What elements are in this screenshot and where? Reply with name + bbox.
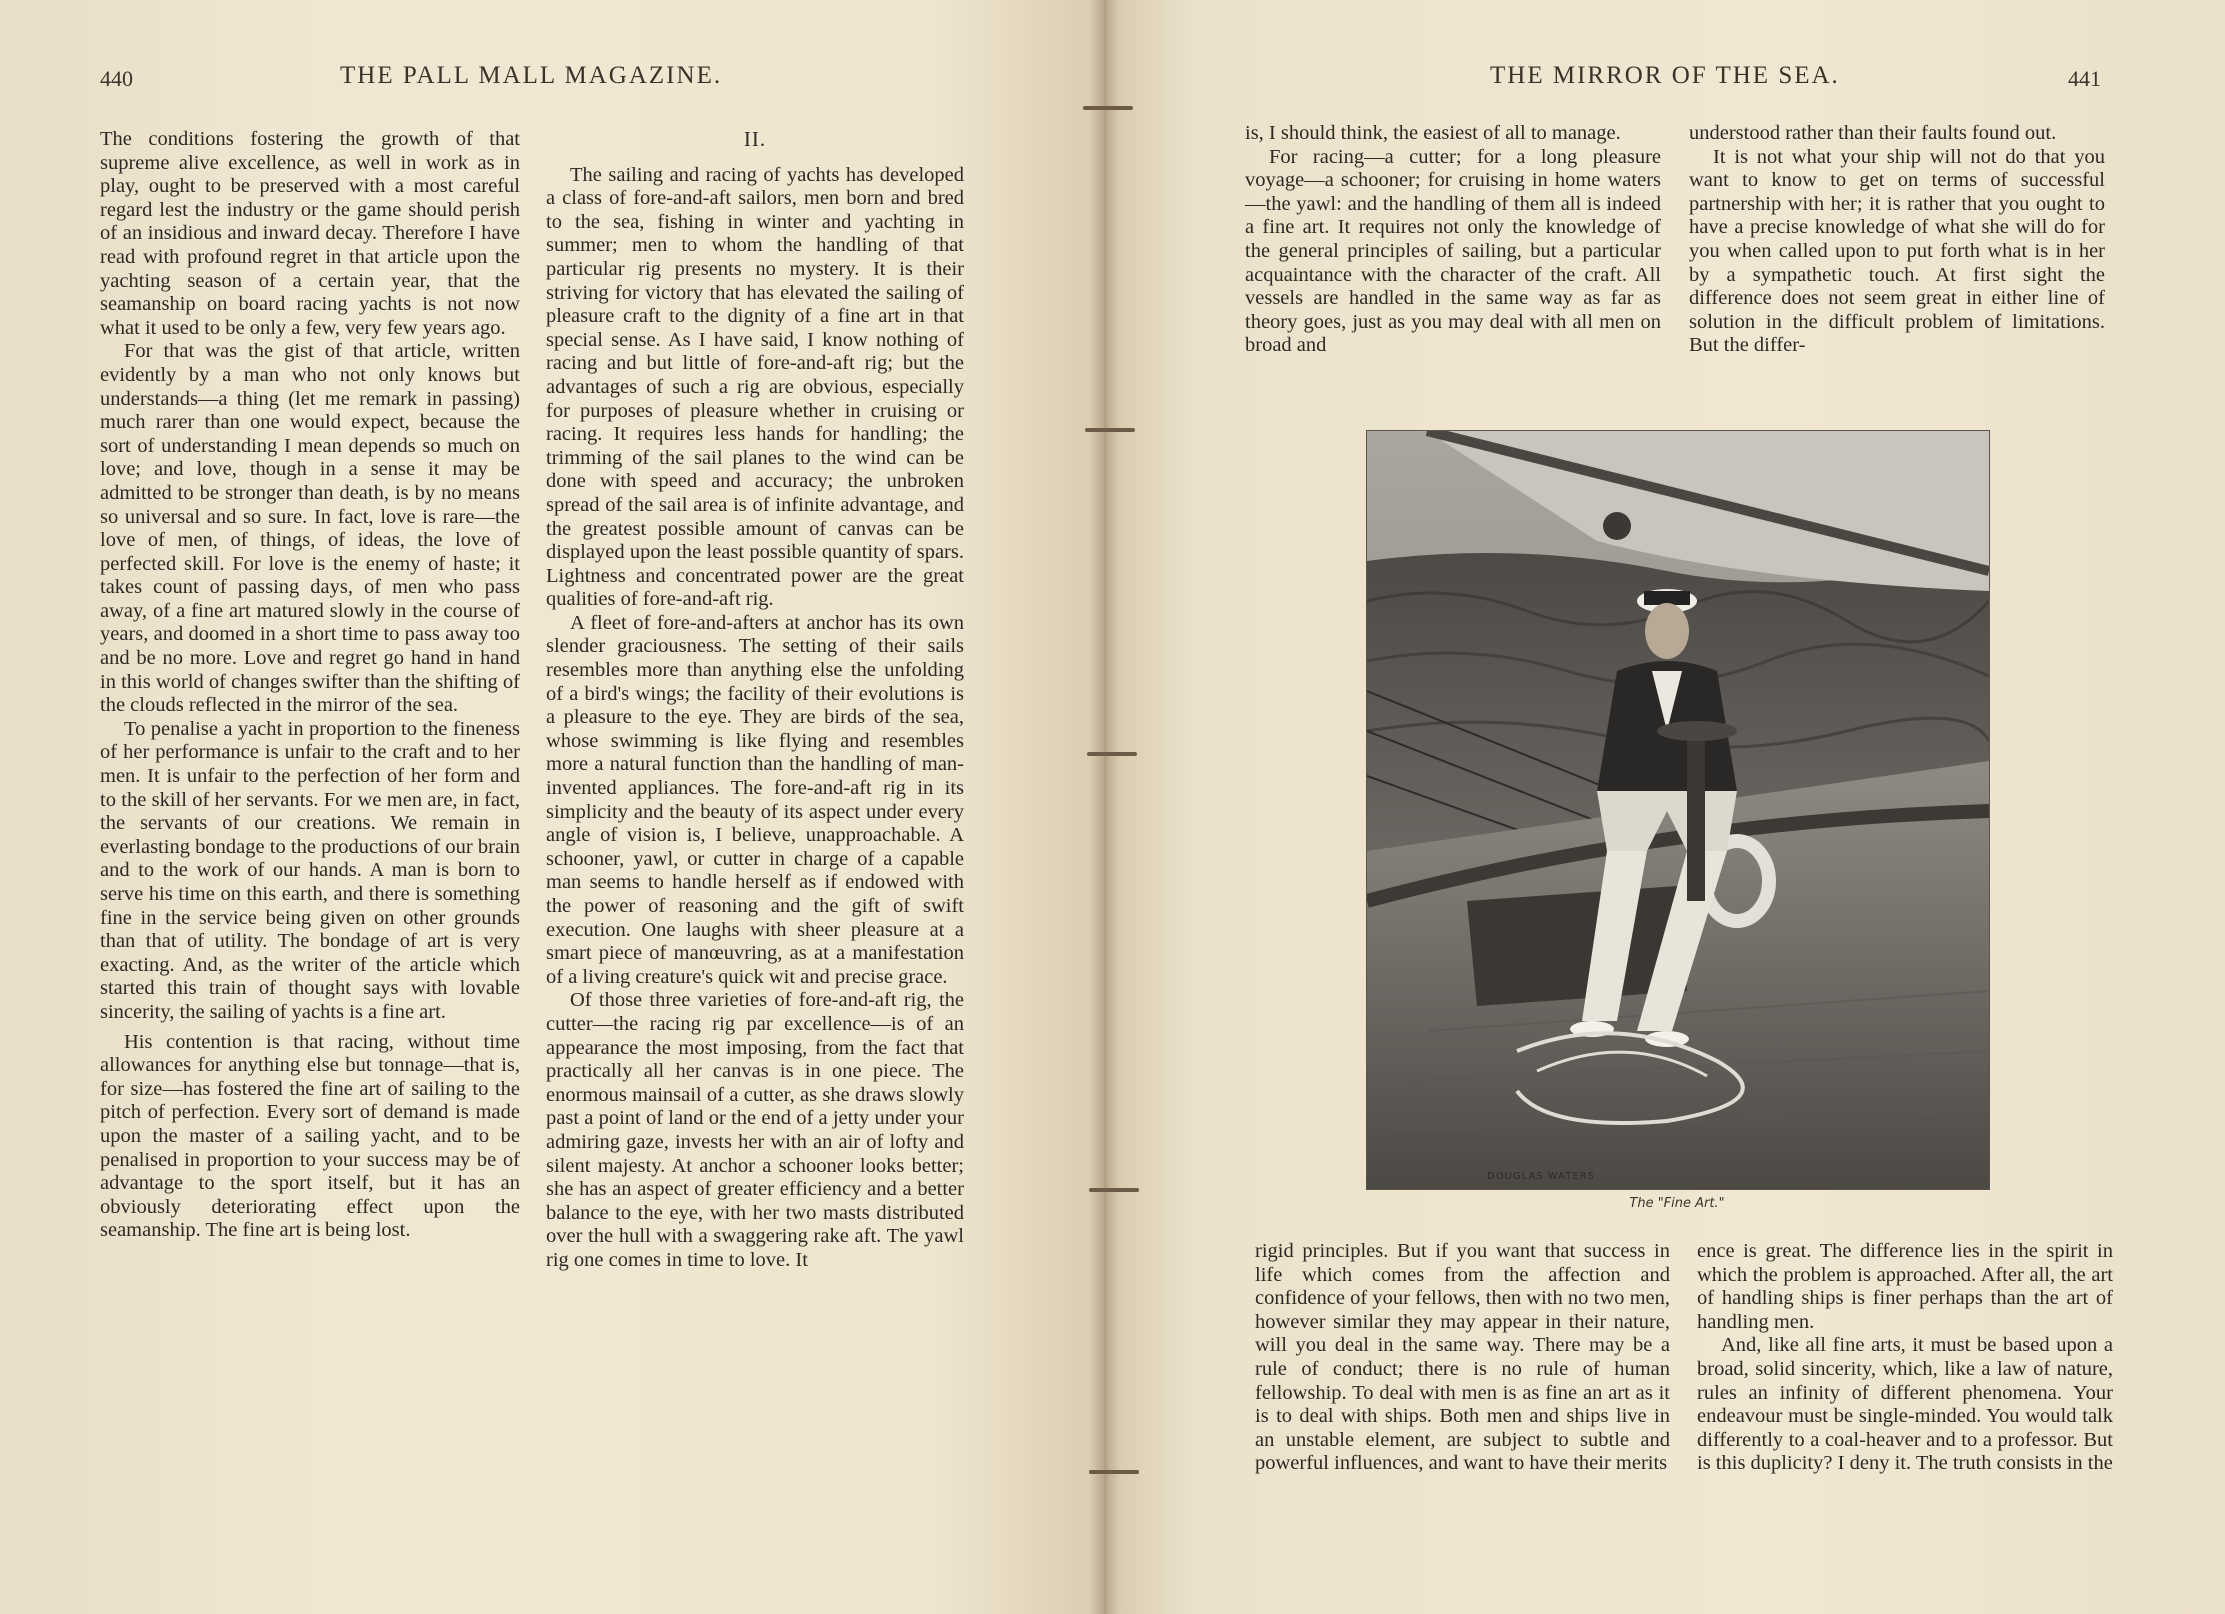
right-column-2-bottom bbox=[1697, 1240, 2113, 1476]
paragraph: For that was the gist of that article, written evidently by a man who not only knows but understands—a thing (let me remark in passing) much rarer than one would expect, because the sort of understanding I mean depends so much on love; and love, though in a sense it may be admitted to be stronger than death, is by no means so universal and so sure. In fact, love is rare—the love of men, of things, of ideas, the love of perfected skill. For love is the enemy of haste; it takes count of passing days, of men who pass away, of a fine art matured slowly in the course of years, and doomed in a short time to pass away too and be no more. Love and regret go hand in hand in this world of changes swifter than the shifting of the clouds reflected in the mirror of the sea. bbox=[100, 340, 520, 717]
running-head-left: THE PALL MALL MAGAZINE. bbox=[340, 62, 723, 89]
running-head-right: THE MIRROR OF THE SEA. bbox=[1490, 62, 1840, 89]
illustration-caption: The "Fine Art." bbox=[1629, 1196, 1725, 1211]
paragraph: It is not what your ship will not do that you want to know to get on terms of successful partnership with her; it is rather that you ought to have a precise knowledge of what she will do for you when called upon to put forth what is in her by a sympathetic touch. At first sight the difference does not seem great in either line of solution in the difficult problem of limitations. But the differ- bbox=[1689, 145, 2105, 357]
paragraph: The conditions fostering the growth of that supreme alive excellence, as well in work as in play, ought to be preserved with a most careful regard lest the industry or the game should perish of an insidious and inward decay. Therefore I have read with profound regret in that article upon the yachting season of a certain year, that the seamanship on board racing yachts is not now what it used to be only a few, very few years ago. bbox=[100, 128, 520, 339]
gutter-fold bbox=[1090, 0, 1120, 1614]
page-number-left: 440 bbox=[100, 66, 133, 91]
left-column-2 bbox=[546, 128, 964, 1273]
paragraph: And, like all fine arts, it must be based upon a broad, solid sincerity, which, like a law of nature, rules an infinity of different phenomena. Your endeavour must be single-minded. You would talk differently to a coal-heaver and to a professor. But is this duplicity? I deny it. The truth consists in the bbox=[1697, 1334, 2113, 1475]
right-column-1-bottom bbox=[1255, 1240, 1670, 1476]
illustration-drawing bbox=[1367, 431, 1989, 1189]
binding-stitch bbox=[1085, 428, 1135, 432]
artist-signature: DOUGLAS WATERS bbox=[1487, 1171, 1595, 1182]
illustration-fine-art bbox=[1366, 430, 1990, 1190]
paragraph: To penalise a yacht in proportion to the fineness of her performance is unfair to the craft and to her men. It is unfair to the perfection of her form and to the skill of her servants. For we men are, in fact, the servants of our creations. We remain in everlasting bondage to the productions of our brain and to the work of our hands. A man is born to serve his time on this earth, and there is something fine in the service being given on other grounds than that of utility. The bondage of art is very exacting. And, as the writer of the article which started this train of thought says with lovable sincerity, the sailing of yachts is a fine art. bbox=[100, 717, 520, 1023]
paragraph: is, I should think, the easiest of all to manage. bbox=[1245, 122, 1621, 144]
paragraph: understood rather than their faults found out. bbox=[1689, 122, 2057, 144]
paragraph: ence is great. The difference lies in the spirit in which the problem is approached. After all, the art of handling ships is finer perhaps than the art of handling men. bbox=[1697, 1240, 2113, 1333]
paragraph: A fleet of fore-and-afters at anchor has its own slender graciousness. The setting of their sails resembles more than anything else the unfolding of a bird's wings; the facility of their evolutions is a pleasure to the eye. They are birds of the sea, whose swimming is like flying and resembles more a natural function than the handling of man-invented appliances. The fore-and-aft rig in its simplicity and the beauty of its aspect under every angle of vision is, I believe, unapproachable. A schooner, yawl, or cutter in charge of a capable man seems to handle herself as if endowed with the power of reasoning and the gift of swift execution. One laughs with sheer pleasure at a smart piece of manœuvring, as at a manifestation of a living creature's quick wit and precise grace. bbox=[546, 611, 964, 988]
right-column-1-top bbox=[1245, 122, 1661, 358]
right-column-2-top bbox=[1689, 122, 2105, 358]
paragraph: The sailing and racing of yachts has developed a class of fore-and-aft sailors, men born and bred to the sea, fishing in winter and yachting in summer; men to whom the handling of that particular rig presents no mystery. It is their striving for victory that has elevated the sailing of pleasure craft to the dignity of a fine art in that special sense. As I have said, I know nothing of racing and but little of fore-and-aft rig; but the advantages of such a rig are obvious, especially for purposes of pleasure whether in cruising or racing. It requires less hands for handling; the trimming of the sail planes to the wind can be done with speed and accuracy; the unbroken spread of the sail area is of infinite advantage, and the greatest possible amount of canvas can be displayed upon the least possible quantity of spars. Lightness and concentrated power are the great qualities of fore-and-aft rig. bbox=[546, 163, 964, 611]
binding-stitch bbox=[1087, 752, 1137, 756]
paragraph: His contention is that racing, without time allowances for anything else but tonnage—that is, for size—has fostered the fine art of sailing to the pitch of perfection. Every sort of demand is made upon the master of a sailing yacht, and to be penalised in proportion to your success may be of advantage to the sport itself, but it has an obviously deteriorating effect upon the seamanship. The fine art is being lost. bbox=[100, 1030, 520, 1242]
binding-stitch bbox=[1089, 1188, 1139, 1192]
paragraph: For racing—a cutter; for a long pleasure voyage—a schooner; for cruising in home waters—the yawl: and the handling of them all is indeed a fine art. It requires not only the knowledge of the general principles of sailing, but a particular acquaintance with the character of the craft. All vessels are handled in the same way as far as theory goes, just as you may deal with all men on broad and bbox=[1245, 145, 1661, 357]
page-number-right: 441 bbox=[2068, 66, 2101, 91]
paragraph: rigid principles. But if you want that success in life which comes from the affection and confidence of your fellows, then with no two men, however similar they may appear in their nature, will you deal in the same way. There may be a rule of conduct; there is no rule of human fellowship. To deal with men is as fine an art as it is to deal with ships. Both men and ships live in an unstable element, are subject to subtle and powerful influences, and want to have their merits bbox=[1255, 1240, 1670, 1475]
binding-stitch bbox=[1083, 106, 1133, 110]
left-column-1 bbox=[100, 128, 520, 1243]
paragraph: Of those three varieties of fore-and-aft rig, the cutter—the racing rig par excellence—is of an appearance the most imposing, from the fact that practically all her canvas is in one piece. The enormous mainsail of a cutter, as she draws slowly past a point of land or the end of a jetty under your admiring gaze, invests her with an air of lofty and silent majesty. At anchor a schooner looks better; she has an aspect of greater efficiency and a better balance to the eye, with her two masts distributed over the hull with a swaggering rake aft. The yawl rig one comes in time to love. It bbox=[546, 989, 964, 1271]
section-number: II. bbox=[743, 127, 767, 151]
binding-stitch bbox=[1089, 1470, 1139, 1474]
